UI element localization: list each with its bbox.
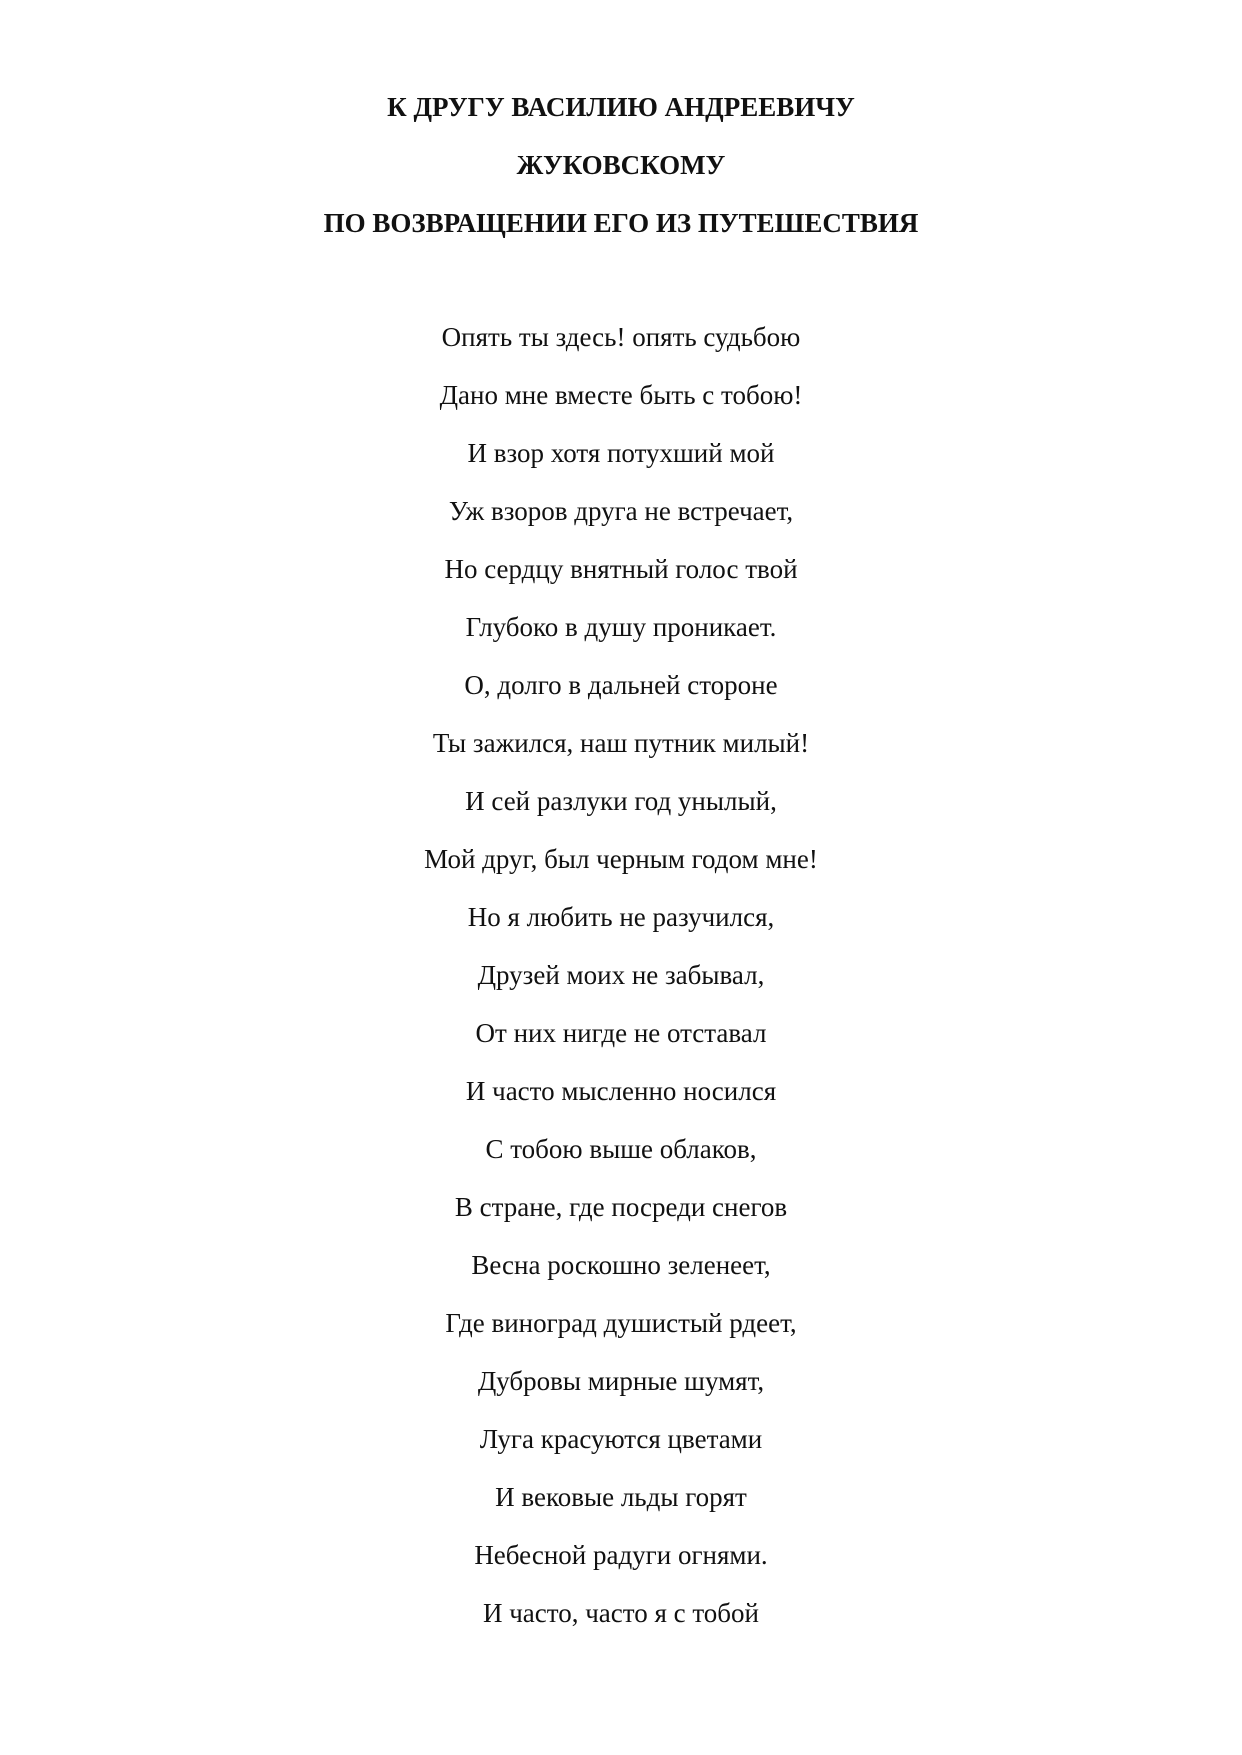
verse-line: И взор хотя потухший мой <box>467 438 775 468</box>
poem-body <box>0 308 1242 1642</box>
verse-line: Опять ты здесь! опять судьбою <box>441 322 801 352</box>
verse-line: Дубровы мирные шумят, <box>477 1366 765 1396</box>
poem-title <box>0 78 1242 252</box>
verse-line: От них нигде не отставал <box>475 1018 767 1048</box>
title-line-3: ПО ВОЗВРАЩЕНИИ ЕГО ИЗ ПУТЕШЕСТВИЯ <box>323 208 919 238</box>
verse-line: Глубоко в душу проникает. <box>465 612 777 642</box>
verse-line: И часто, часто я с тобой <box>482 1598 759 1628</box>
verse-line: И вековые льды горят <box>495 1482 747 1512</box>
verse-line: Луга красуются цветами <box>479 1424 763 1454</box>
verse-line: Небесной радуги огнями. <box>474 1540 768 1570</box>
verse-line: С тобою выше облаков, <box>485 1134 757 1164</box>
verse-line: Уж взоров друга не встречает, <box>448 496 794 526</box>
verse-line: Где виноград душистый рдеет, <box>445 1308 797 1338</box>
verse-line: Дано мне вместе быть с тобою! <box>439 380 803 410</box>
verse-line: И сей разлуки год унылый, <box>465 786 777 816</box>
verse-line: О, долго в дальней стороне <box>464 670 778 700</box>
verse-line: Но сердцу внятный голос твой <box>444 554 798 584</box>
verse-line: Но я любить не разучился, <box>467 902 775 932</box>
verse-line: Мой друг, был черным годом мне! <box>424 844 818 874</box>
title-line-1: К ДРУГУ ВАСИЛИЮ АНДРЕЕВИЧУ <box>387 92 855 122</box>
verse-line: Ты зажился, наш путник милый! <box>432 728 810 758</box>
verse-line: Друзей моих не забывал, <box>477 960 765 990</box>
verse-line: Весна роскошно зеленеет, <box>471 1250 771 1280</box>
verse-line: В стране, где посреди снегов <box>454 1192 788 1222</box>
verse-line: И часто мысленно носился <box>465 1076 777 1106</box>
title-line-2: ЖУКОВСКОМУ <box>516 150 726 180</box>
